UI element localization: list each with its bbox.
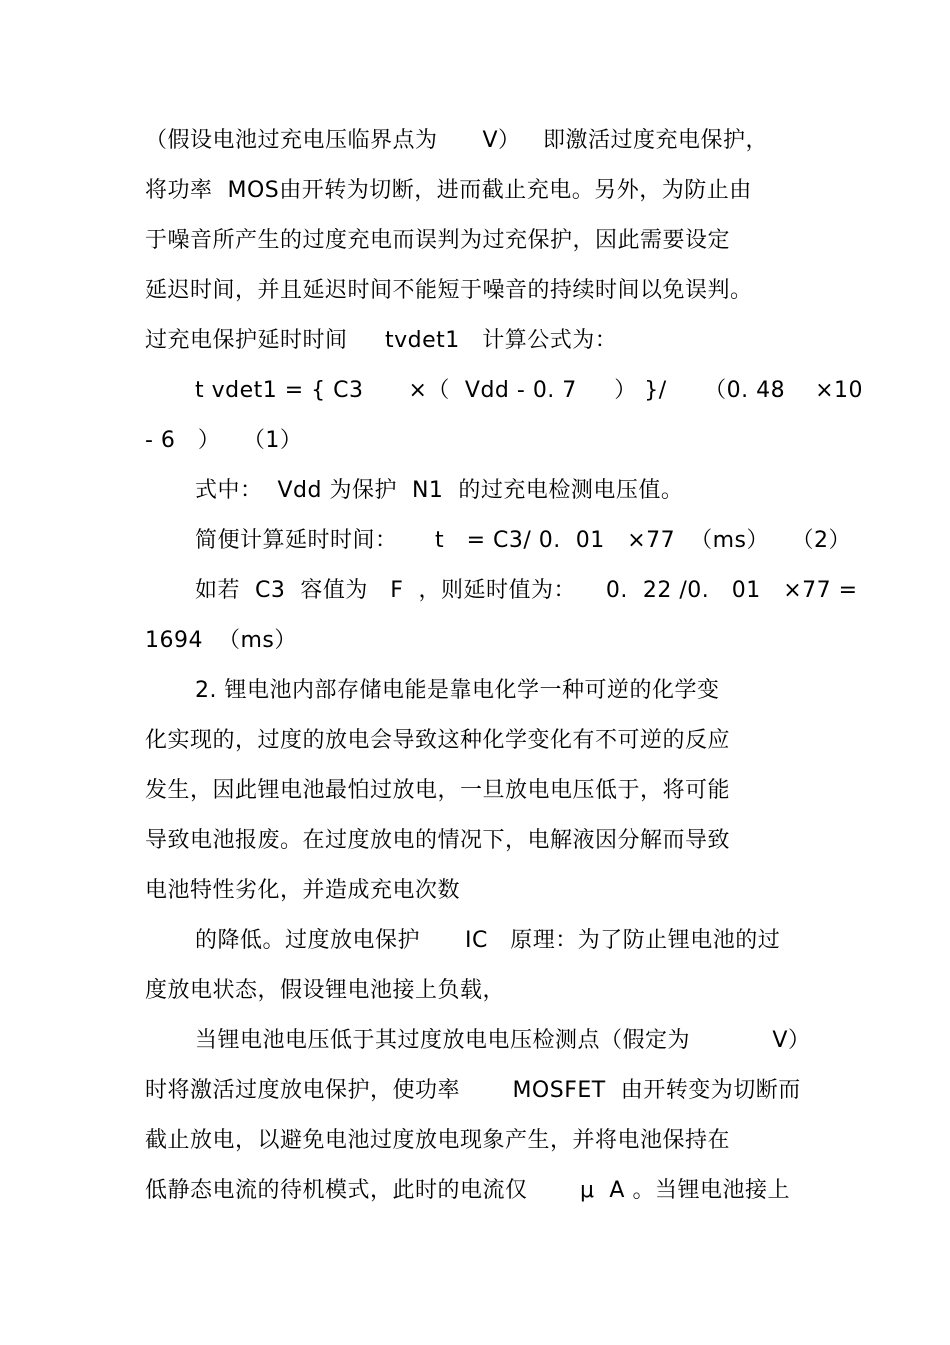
text-line-4: 延迟时间，并且延迟时间不能短于噪音的持续时间以免误判。 (145, 278, 753, 303)
text-line-8: 式中： Vdd 为保护 N1 的过充电检测电压值。 (195, 478, 684, 503)
text-line-16: 电池特性劣化，并造成充电次数 (145, 878, 461, 903)
text-line-22: 低静态电流的待机模式，此时的电流仅 μ A 。当锂电池接上 (145, 1178, 790, 1203)
text-line-15: 导致电池报废。在过度放电的情况下，电解液因分解而导致 (145, 828, 731, 853)
text-line-19: 当锂电池电压低于其过度放电电压检测点（假定为 V） (195, 1028, 811, 1053)
text-line-12: 2. 锂电池内部存储电能是靠电化学一种可逆的化学变 (195, 678, 720, 703)
text-line-17: 的降低。过度放电保护 IC 原理：为了防止锂电池的过 (195, 928, 781, 953)
text-line-21: 截止放电，以避免电池过度放电现象产生，并将电池保持在 (145, 1128, 731, 1153)
text-line-2: 将功率 MOS由开转为切断，进而截止充电。另外，为防止由 (145, 178, 752, 203)
text-line-5: 过充电保护延时时间 tvdet1 计算公式为： (145, 328, 618, 353)
text-line-13: 化实现的，过度的放电会导致这种化学变化有不可逆的反应 (145, 728, 731, 753)
formula-line-1: t vdet1 = { C3 ×（ Vdd - 0. 7 ） }/ （0. 48 ×10 (195, 378, 864, 403)
formula-line-5: 1694 （ms） (145, 628, 297, 653)
text-line-18: 度放电状态，假设锂电池接上负载， (145, 978, 506, 1003)
formula-line-3: 简便计算延时时间： t = C3/ 0. 01 ×77 （ms） （2） (195, 528, 851, 553)
formula-line-4: 如若 C3 容值为 F ，则延时值为： 0. 22 /0. 01 ×77 = (195, 578, 858, 603)
text-line-20: 时将激活过度放电保护，使功率 MOSFET 由开转变为切断而 (145, 1078, 801, 1103)
text-line-1: （假设电池过充电压临界点为 V） 即激活过度充电保护， (145, 128, 768, 153)
text-line-14: 发生，因此锂电池最怕过放电，一旦放电电压低于，将可能 (145, 778, 731, 803)
text-line-3: 于噪音所产生的过度充电而误判为过充保护，因此需要设定 (145, 228, 731, 253)
formula-line-2: - 6 ） （1） (145, 428, 303, 453)
